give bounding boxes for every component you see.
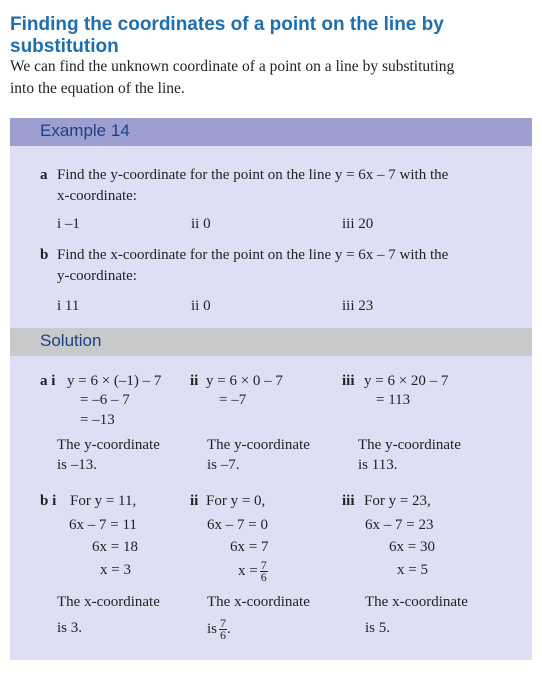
solution-b-label: b i — [40, 493, 57, 509]
solution-a-ii-label: ii — [190, 373, 199, 389]
working-line: 6x = 7 — [230, 539, 269, 555]
working-line: For y = 23, — [364, 493, 431, 509]
fraction-numerator: 7 — [220, 616, 227, 630]
working-line: = 113 — [376, 392, 411, 408]
working-line: = –7 — [219, 392, 247, 408]
fraction-numerator: 7 — [260, 558, 267, 572]
working-line: x = — [238, 562, 258, 579]
working-line: x = 5 — [397, 562, 428, 578]
fraction-denominator: 6 — [220, 628, 227, 642]
example-title: Example 14 — [40, 121, 130, 140]
intro-line: into the equation of the line. — [10, 80, 185, 97]
conclusion-line: is 5. — [365, 620, 391, 636]
fraction — [260, 560, 268, 583]
example-box — [10, 118, 532, 660]
question-a-label: a — [40, 167, 48, 183]
intro-line: We can find the unknown coordinate of a point on a line by substituting — [10, 58, 455, 75]
conclusion-line: The x-coordinate — [207, 594, 310, 610]
conclusion-line: The y-coordinate — [57, 437, 160, 453]
conclusion-text: is — [207, 620, 218, 637]
question-a-part: iii 20 — [342, 216, 374, 232]
working-line: For y = 0, — [206, 493, 266, 509]
conclusion-line: The x-coordinate — [365, 594, 468, 610]
solution-a-label: a i — [40, 373, 56, 389]
working-line: x = 3 — [100, 562, 131, 578]
working-line: 6x – 7 = 0 — [207, 517, 268, 533]
solution-title: Solution — [40, 331, 102, 350]
conclusion-line-fraction — [207, 618, 231, 641]
fraction-denominator: 6 — [260, 570, 267, 584]
solution-header — [10, 328, 532, 356]
question-a-part: i –1 — [57, 216, 80, 232]
conclusion-line: is –13. — [57, 457, 98, 473]
question-a-part: ii 0 — [191, 216, 211, 232]
conclusion-line: is 3. — [57, 620, 83, 636]
solution-a-iii-label: iii — [342, 373, 355, 389]
working-line: y = 6 × (–1) – 7 — [67, 373, 162, 389]
working-line: 6x – 7 = 23 — [365, 517, 434, 533]
fraction — [219, 618, 227, 641]
conclusion-line: The y-coordinate — [358, 437, 461, 453]
question-b-part: iii 23 — [342, 298, 374, 314]
working-line: = –6 – 7 — [80, 392, 130, 408]
working-line: y = 6 × 20 – 7 — [364, 373, 449, 389]
working-line: y = 6 × 0 – 7 — [206, 373, 283, 389]
solution-b-ii-label: ii — [190, 493, 199, 509]
conclusion-line: is 113. — [358, 457, 398, 473]
conclusion-line: The x-coordinate — [57, 594, 160, 610]
working-line: 6x = 18 — [92, 539, 138, 555]
question-b-part: i 11 — [57, 298, 80, 314]
conclusion-text: . — [227, 620, 231, 637]
working-line: For y = 11, — [70, 493, 137, 509]
working-line: 6x – 7 = 11 — [69, 517, 137, 533]
question-a-text: Find the y-coordinate for the point on the line y = 6x – 7 with the — [57, 167, 449, 183]
question-b-part: ii 0 — [191, 298, 211, 314]
solution-b-iii-label: iii — [342, 493, 355, 509]
working-line: = –13 — [80, 412, 115, 428]
conclusion-line: is –7. — [207, 457, 240, 473]
question-b-text: y-coordinate: — [57, 268, 137, 284]
question-a-text: x-coordinate: — [57, 188, 137, 204]
working-line-fraction — [238, 560, 268, 583]
section-title: Finding the coordinates of a point on the line by substitution — [10, 14, 444, 57]
working-line: 6x = 30 — [389, 539, 435, 555]
intro-paragraph — [10, 56, 530, 100]
conclusion-line: The y-coordinate — [207, 437, 310, 453]
example-header — [10, 118, 532, 146]
question-b-label: b — [40, 247, 49, 263]
question-b-text: Find the x-coordinate for the point on the line y = 6x – 7 with the — [57, 247, 449, 263]
